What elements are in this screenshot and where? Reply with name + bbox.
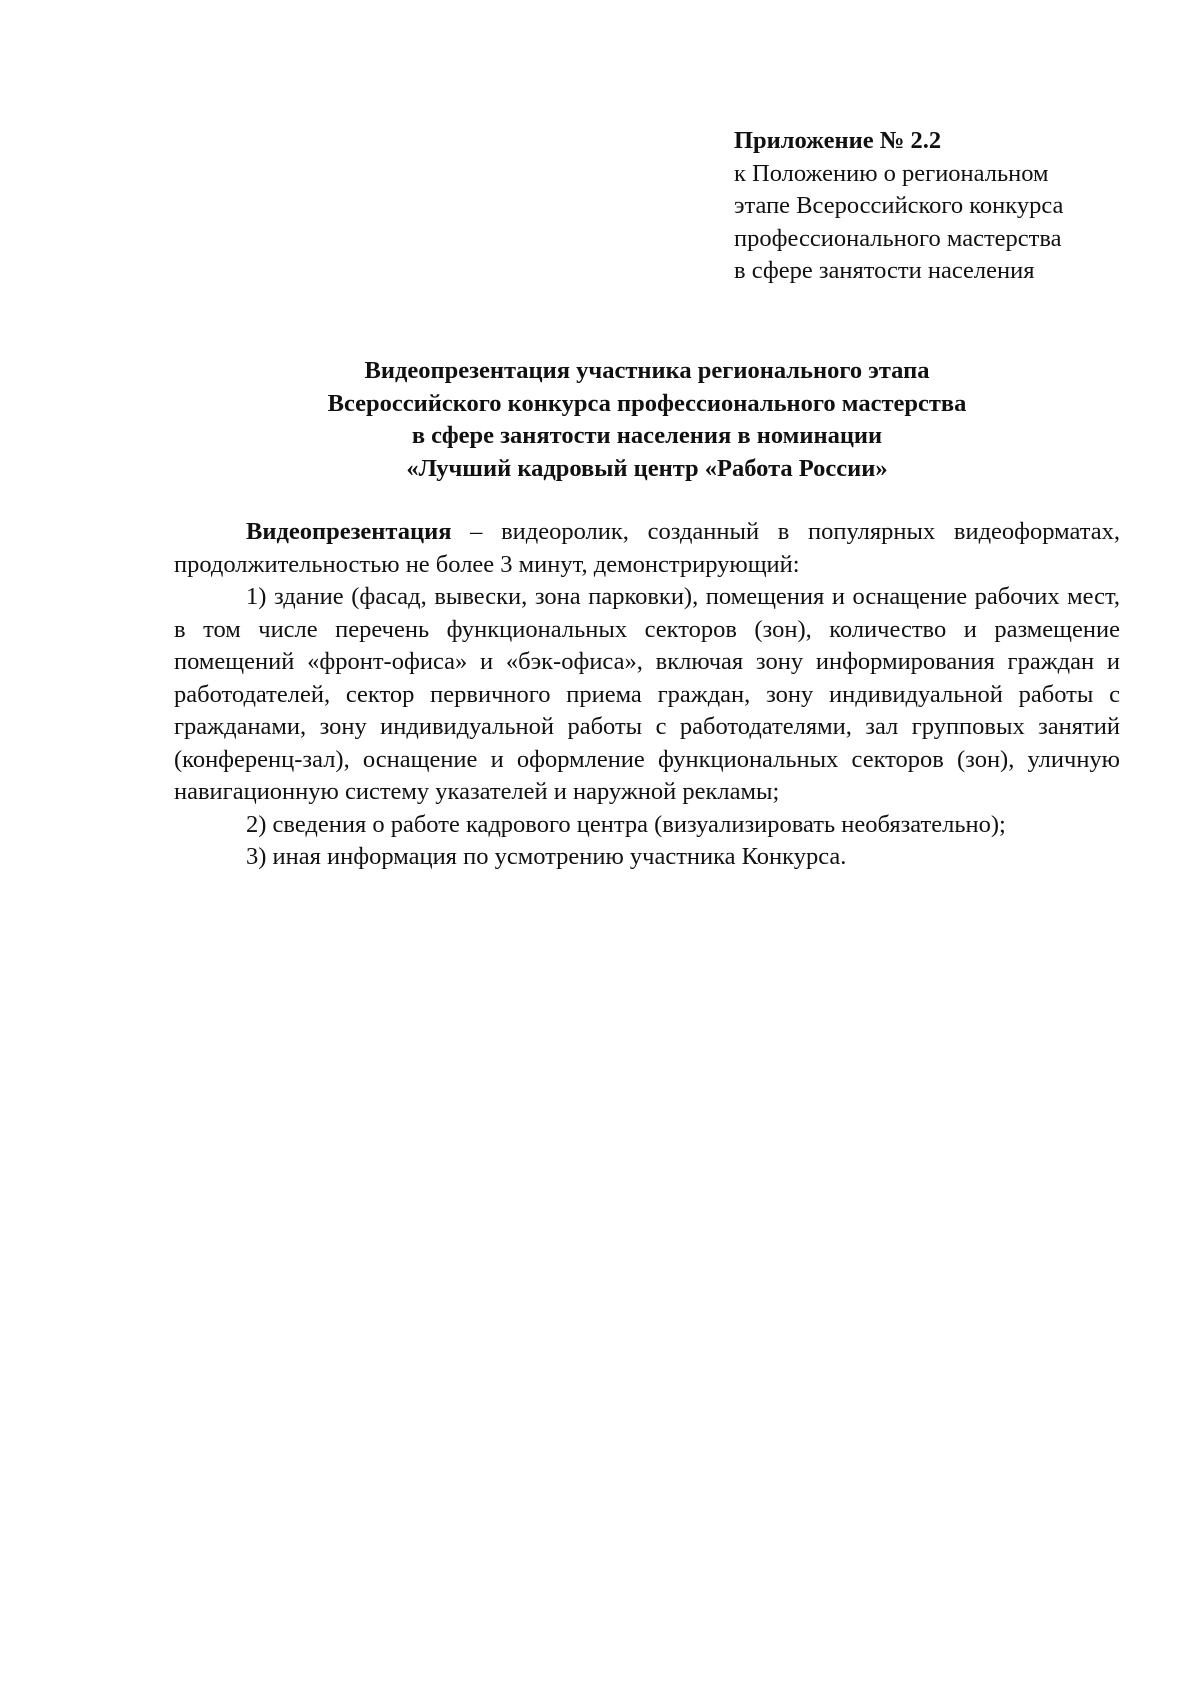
document-body (174, 516, 1120, 874)
list-item: 2) сведения о работе кадрового центра (визуализировать необязательно); (246, 810, 1006, 838)
intro-term: Видеопрезентация (246, 518, 452, 545)
title-line: в сфере занятости населения в номинации (411, 422, 883, 449)
appendix-line: профессионального мастерства (734, 224, 1062, 252)
appendix-block (734, 125, 1154, 288)
appendix-title: Приложение № 2.2 (734, 127, 942, 154)
intro-paragraph (174, 516, 1120, 581)
title-line: «Лучший кадровый центр «Работа России» (406, 454, 888, 482)
intro-text: – видеоролик, созданный в популярных видеоформатах, продолжительностью не более 3 минут, демонстрирующий: (174, 518, 1120, 578)
appendix-line: в сфере занятости населения (734, 257, 1035, 284)
title-line: Всероссийского конкурса профессионального мастерства (327, 389, 967, 417)
title-line: Видеопрезентация участника регионального этапа (364, 357, 930, 384)
appendix-line: к Положению о региональном (734, 159, 1049, 187)
document-title (172, 355, 1122, 485)
list-item: 3) иная информация по усмотрению участника Конкурса. (246, 843, 847, 870)
list-item: 1) здание (фасад, вывески, зона парковки), помещения и оснащение рабочих мест, в том числе перечень функциональных секторов (зон), количество и размещение помещений «фронт-офиса» и «бэк-офиса», включая зону информирования граждан и работодателей, сектор первичного приема граждан, зону индивидуальной работы с гражданами, зону индивидуальной работы с работодателями, зал групповых занятий (конференц-зал), оснащение и оформление функциональных секторов (зон), уличную навигационную систему указателей и наружной рекламы; (174, 583, 1120, 805)
appendix-line: этапе Всероссийского конкурса (734, 192, 1064, 219)
